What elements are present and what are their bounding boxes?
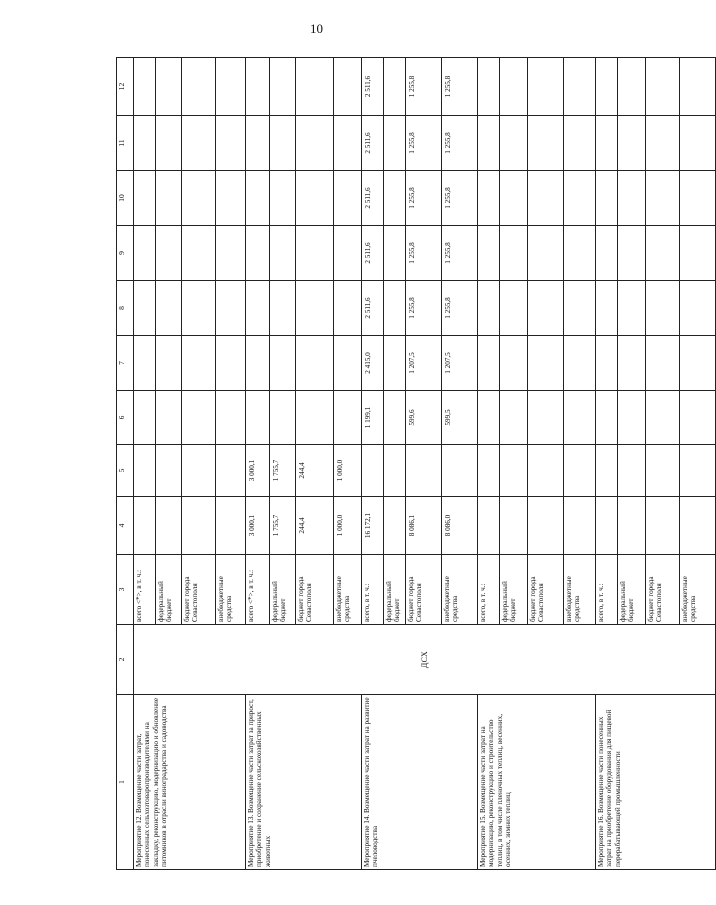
- value-cell-col-11: [478, 116, 500, 171]
- funding-source: федеральный бюджет: [384, 555, 406, 625]
- value-cell-col-7: [680, 336, 716, 391]
- value-cell-col-10: [564, 171, 596, 226]
- value-cell-col-8: [296, 281, 334, 336]
- value-cell-col-10: [596, 171, 618, 226]
- value-cell-col-10: [246, 171, 270, 226]
- value-cell-col-8: 1 255,8: [406, 281, 442, 336]
- value-cell-col-4: 16 172,1: [362, 497, 384, 555]
- value-cell-col-5: [442, 445, 478, 497]
- value-cell-col-7: [296, 336, 334, 391]
- value-cell-col-9: 2 511,6: [362, 226, 384, 281]
- value-cell-col-8: [618, 281, 646, 336]
- value-cell-col-4: 1 000,0: [334, 497, 362, 555]
- value-cell-col-9: [500, 226, 528, 281]
- header-cell: 8: [117, 281, 134, 336]
- measure-name: Мероприятие 15. Возмещение части затрат на модернизацию, реконструкцию и строительство теплиц, в том числе пленочных теплиц, весенних, осенних, зимних теплиц: [478, 695, 596, 870]
- value-cell-col-6: [182, 391, 216, 445]
- value-cell-col-7: 1 207,5: [442, 336, 478, 391]
- value-cell-col-5: 244,4: [296, 445, 334, 497]
- value-cell-col-12: [334, 58, 362, 116]
- value-cell-col-5: [134, 445, 156, 497]
- value-cell-col-5: [156, 445, 182, 497]
- value-cell-col-9: [182, 226, 216, 281]
- value-cell-col-10: [334, 171, 362, 226]
- funding-source: внебюджетные средства: [680, 555, 716, 625]
- table-row: [246, 58, 270, 870]
- value-cell-col-9: [216, 226, 246, 281]
- value-cell-col-12: 1 255,8: [442, 58, 478, 116]
- value-cell-col-6: 599,5: [442, 391, 478, 445]
- value-cell-col-4: [528, 497, 564, 555]
- value-cell-col-6: 599,6: [406, 391, 442, 445]
- value-cell-col-11: [296, 116, 334, 171]
- value-cell-col-6: [646, 391, 680, 445]
- page-number: 10: [310, 21, 323, 36]
- header-row: [117, 58, 134, 870]
- table-row: [478, 58, 500, 870]
- value-cell-col-4: [618, 497, 646, 555]
- header-cell: 3: [117, 555, 134, 625]
- value-cell-col-9: [384, 226, 406, 281]
- value-cell-col-7: [134, 336, 156, 391]
- value-cell-col-12: [478, 58, 500, 116]
- value-cell-col-6: [334, 391, 362, 445]
- value-cell-col-11: 2 511,6: [362, 116, 384, 171]
- value-cell-col-4: [680, 497, 716, 555]
- funding-source: бюджет города Севастополя: [182, 555, 216, 625]
- value-cell-col-9: [134, 226, 156, 281]
- value-cell-col-11: [270, 116, 296, 171]
- value-cell-col-4: 8 086,0: [442, 497, 478, 555]
- value-cell-col-5: 3 000,1: [246, 445, 270, 497]
- funding-source: внебюджетные средства: [334, 555, 362, 625]
- value-cell-col-7: [528, 336, 564, 391]
- value-cell-col-4: [182, 497, 216, 555]
- value-cell-col-6: [500, 391, 528, 445]
- header-cell: 10: [117, 171, 134, 226]
- value-cell-col-11: [646, 116, 680, 171]
- value-cell-col-11: [216, 116, 246, 171]
- value-cell-col-10: [384, 171, 406, 226]
- value-cell-col-6: [156, 391, 182, 445]
- header-cell: 5: [117, 445, 134, 497]
- value-cell-col-8: [334, 281, 362, 336]
- value-cell-col-5: [384, 445, 406, 497]
- rotated-table-container: [116, 58, 698, 870]
- value-cell-col-8: 2 511,6: [362, 281, 384, 336]
- value-cell-col-11: [246, 116, 270, 171]
- value-cell-col-10: [134, 171, 156, 226]
- funding-source: федеральный бюджет: [618, 555, 646, 625]
- value-cell-col-4: [500, 497, 528, 555]
- funding-source: бюджет города Севастополя: [296, 555, 334, 625]
- value-cell-col-11: [334, 116, 362, 171]
- value-cell-col-5: [216, 445, 246, 497]
- value-cell-col-10: [156, 171, 182, 226]
- value-cell-col-7: [334, 336, 362, 391]
- value-cell-col-8: [270, 281, 296, 336]
- value-cell-col-5: 1 000,0: [334, 445, 362, 497]
- value-cell-col-6: [478, 391, 500, 445]
- executor-cell: ДСХ: [134, 625, 716, 695]
- header-cell: 7: [117, 336, 134, 391]
- value-cell-col-8: [680, 281, 716, 336]
- value-cell-col-6: [564, 391, 596, 445]
- value-cell-col-9: [596, 226, 618, 281]
- value-cell-col-12: 1 255,8: [406, 58, 442, 116]
- value-cell-col-10: 1 255,8: [406, 171, 442, 226]
- value-cell-col-5: [406, 445, 442, 497]
- value-cell-col-11: [564, 116, 596, 171]
- value-cell-col-8: [596, 281, 618, 336]
- value-cell-col-6: [618, 391, 646, 445]
- table-body: [134, 58, 716, 870]
- value-cell-col-8: [564, 281, 596, 336]
- value-cell-col-7: [500, 336, 528, 391]
- funding-source: внебюджетные средства: [564, 555, 596, 625]
- funding-source: федеральный бюджет: [500, 555, 528, 625]
- value-cell-col-5: 1 755,7: [270, 445, 296, 497]
- value-cell-col-11: [182, 116, 216, 171]
- header-cell: 9: [117, 226, 134, 281]
- value-cell-col-10: 1 255,8: [442, 171, 478, 226]
- value-cell-col-9: [156, 226, 182, 281]
- value-cell-col-11: [680, 116, 716, 171]
- value-cell-col-6: [680, 391, 716, 445]
- value-cell-col-6: [270, 391, 296, 445]
- value-cell-col-9: [680, 226, 716, 281]
- value-cell-col-5: [618, 445, 646, 497]
- value-cell-col-4: [646, 497, 680, 555]
- value-cell-col-12: [156, 58, 182, 116]
- value-cell-col-5: [680, 445, 716, 497]
- value-cell-col-4: [596, 497, 618, 555]
- value-cell-col-4: [216, 497, 246, 555]
- value-cell-col-9: [270, 226, 296, 281]
- value-cell-col-9: [618, 226, 646, 281]
- value-cell-col-9: [528, 226, 564, 281]
- value-cell-col-12: [646, 58, 680, 116]
- value-cell-col-7: [216, 336, 246, 391]
- header-cell: 1: [117, 695, 134, 870]
- value-cell-col-8: [246, 281, 270, 336]
- value-cell-col-4: [134, 497, 156, 555]
- table-row: [596, 58, 618, 870]
- value-cell-col-10: [296, 171, 334, 226]
- value-cell-col-4: [478, 497, 500, 555]
- value-cell-col-6: [134, 391, 156, 445]
- funding-source: всего, в т. ч.:: [596, 555, 618, 625]
- value-cell-col-10: [618, 171, 646, 226]
- value-cell-col-12: [596, 58, 618, 116]
- value-cell-col-4: 8 086,1: [406, 497, 442, 555]
- value-cell-col-12: [680, 58, 716, 116]
- value-cell-col-8: [134, 281, 156, 336]
- value-cell-col-11: 1 255,8: [442, 116, 478, 171]
- value-cell-col-7: [270, 336, 296, 391]
- measure-name: Мероприятие 16. Возмещение части понесенных затрат на приобретение оборудования для пищевой перерабатывающей промышленности: [596, 695, 716, 870]
- value-cell-col-11: [618, 116, 646, 171]
- value-cell-col-9: [646, 226, 680, 281]
- funding-source: всего, в т. ч.:: [362, 555, 384, 625]
- value-cell-col-7: [182, 336, 216, 391]
- funding-source: всего, в т. ч.:: [478, 555, 500, 625]
- value-cell-col-6: 1 199,1: [362, 391, 384, 445]
- value-cell-col-8: [500, 281, 528, 336]
- value-cell-col-12: [618, 58, 646, 116]
- value-cell-col-6: [246, 391, 270, 445]
- value-cell-col-6: [216, 391, 246, 445]
- value-cell-col-5: [528, 445, 564, 497]
- value-cell-col-10: [216, 171, 246, 226]
- value-cell-col-10: [528, 171, 564, 226]
- measure-name: Мероприятие 14. Возмещение части затрат на развитие пчеловодства: [362, 695, 478, 870]
- value-cell-col-8: [646, 281, 680, 336]
- measure-name: Мероприятие 13. Возмещение части затрат за прирост, приобретение и сохранение сельскохозяйственных животных: [246, 695, 362, 870]
- value-cell-col-11: [500, 116, 528, 171]
- value-cell-col-11: [134, 116, 156, 171]
- table-row: [362, 58, 384, 870]
- value-cell-col-12: [270, 58, 296, 116]
- value-cell-col-8: [182, 281, 216, 336]
- value-cell-col-7: [564, 336, 596, 391]
- value-cell-col-9: [296, 226, 334, 281]
- value-cell-col-12: [296, 58, 334, 116]
- measure-name: Мероприятие 12. Возмещение части затрат, понесенных сельхозтоваропроизводителями на закладку, реконструкцию, модернизацию и обновление питомников в отрасли виноградарства и садоводства: [134, 695, 246, 870]
- value-cell-col-6: [528, 391, 564, 445]
- value-cell-col-8: [156, 281, 182, 336]
- value-cell-col-7: [384, 336, 406, 391]
- value-cell-col-11: 1 255,8: [406, 116, 442, 171]
- value-cell-col-12: [134, 58, 156, 116]
- value-cell-col-7: [156, 336, 182, 391]
- value-cell-col-5: [596, 445, 618, 497]
- value-cell-col-10: [478, 171, 500, 226]
- value-cell-col-8: [528, 281, 564, 336]
- value-cell-col-9: [564, 226, 596, 281]
- funding-source: внебюджетные средства: [442, 555, 478, 625]
- value-cell-col-4: 244,4: [296, 497, 334, 555]
- funding-source: бюджет города Севастополя: [406, 555, 442, 625]
- value-cell-col-7: [246, 336, 270, 391]
- value-cell-col-12: [528, 58, 564, 116]
- value-cell-col-10: [500, 171, 528, 226]
- table-row: [134, 58, 156, 870]
- funding-source: внебюджетные средства: [216, 555, 246, 625]
- value-cell-col-10: 2 511,6: [362, 171, 384, 226]
- value-cell-col-4: 1 755,7: [270, 497, 296, 555]
- value-cell-col-7: 2 415,0: [362, 336, 384, 391]
- header-cell: 2: [117, 625, 134, 695]
- value-cell-col-7: [618, 336, 646, 391]
- funding-source: бюджет города Севастополя: [528, 555, 564, 625]
- funding-source: федеральный бюджет: [156, 555, 182, 625]
- value-cell-col-11: [596, 116, 618, 171]
- value-cell-col-9: [246, 226, 270, 281]
- value-cell-col-5: [362, 445, 384, 497]
- value-cell-col-7: [596, 336, 618, 391]
- value-cell-col-10: [680, 171, 716, 226]
- value-cell-col-12: [500, 58, 528, 116]
- value-cell-col-5: [564, 445, 596, 497]
- value-cell-col-10: [182, 171, 216, 226]
- value-cell-col-9: 1 255,8: [442, 226, 478, 281]
- value-cell-col-5: [646, 445, 680, 497]
- value-cell-col-6: [296, 391, 334, 445]
- header-cell: 6: [117, 391, 134, 445]
- value-cell-col-12: [182, 58, 216, 116]
- value-cell-col-4: 3 000,1: [246, 497, 270, 555]
- value-cell-col-6: [384, 391, 406, 445]
- value-cell-col-10: [270, 171, 296, 226]
- value-cell-col-5: [500, 445, 528, 497]
- funding-table: [116, 57, 716, 870]
- value-cell-col-7: [478, 336, 500, 391]
- value-cell-col-7: 1 207,5: [406, 336, 442, 391]
- funding-source: бюджет города Севастополя: [646, 555, 680, 625]
- value-cell-col-7: [646, 336, 680, 391]
- value-cell-col-4: [156, 497, 182, 555]
- value-cell-col-8: [384, 281, 406, 336]
- value-cell-col-11: [156, 116, 182, 171]
- value-cell-col-8: [216, 281, 246, 336]
- value-cell-col-12: [216, 58, 246, 116]
- value-cell-col-8: 1 255,8: [442, 281, 478, 336]
- value-cell-col-4: [384, 497, 406, 555]
- funding-source: всего <*>, в т. ч.:: [246, 555, 270, 625]
- value-cell-col-12: [384, 58, 406, 116]
- header-cell: 11: [117, 116, 134, 171]
- value-cell-col-9: [478, 226, 500, 281]
- value-cell-col-4: [564, 497, 596, 555]
- value-cell-col-9: [334, 226, 362, 281]
- value-cell-col-6: [596, 391, 618, 445]
- header-cell: 4: [117, 497, 134, 555]
- value-cell-col-10: [646, 171, 680, 226]
- value-cell-col-11: [384, 116, 406, 171]
- value-cell-col-12: [564, 58, 596, 116]
- value-cell-col-5: [478, 445, 500, 497]
- value-cell-col-11: [528, 116, 564, 171]
- value-cell-col-8: [478, 281, 500, 336]
- value-cell-col-5: [182, 445, 216, 497]
- value-cell-col-12: 2 511,6: [362, 58, 384, 116]
- funding-source: всего <*>, в т. ч.:: [134, 555, 156, 625]
- value-cell-col-12: [246, 58, 270, 116]
- header-cell: 12: [117, 58, 134, 116]
- value-cell-col-9: 1 255,8: [406, 226, 442, 281]
- funding-source: федеральный бюджет: [270, 555, 296, 625]
